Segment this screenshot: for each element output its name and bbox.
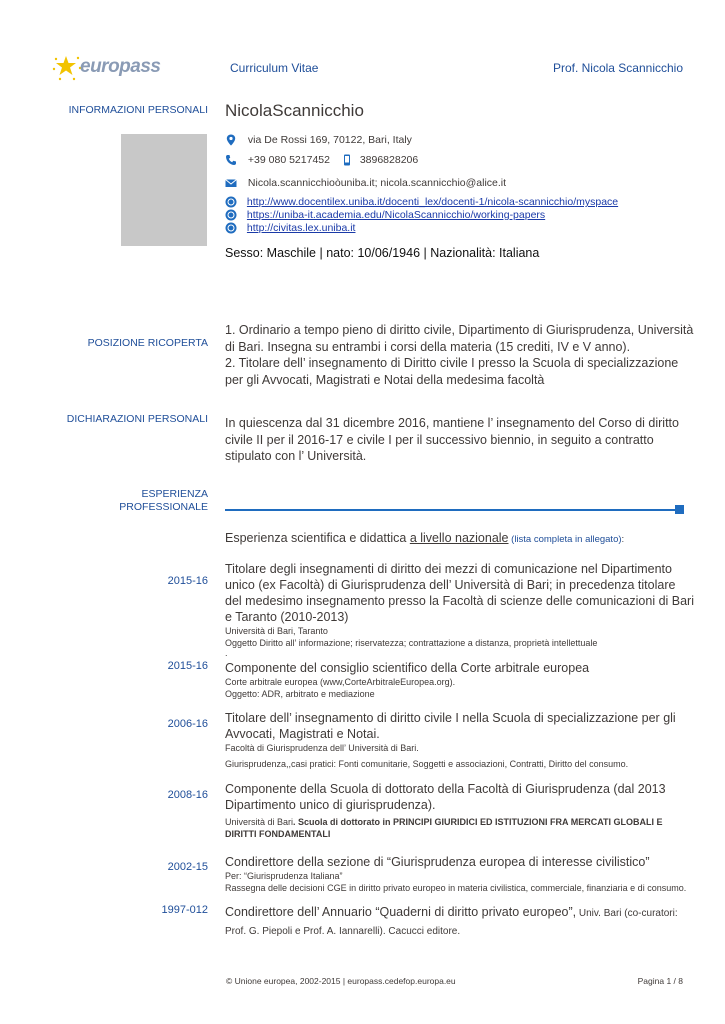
header-person: Prof. Nicola Scannicchio (552, 61, 683, 75)
link-row-3 (225, 222, 618, 235)
section-divider (225, 509, 683, 511)
person-name: NicolaScannicchio (225, 101, 364, 120)
declarations-label: DICHIARAZIONI PERSONALI (66, 413, 208, 425)
link-docentilex[interactable]: http://www.docentilex.uniba.it/docenti_lex/docenti-1/nicola-scannicchio/myspace (246, 196, 619, 208)
exp-item (225, 904, 695, 940)
exp-sub-part: . Scuola di dottorato in (293, 817, 394, 827)
personal-details: Sesso: Maschile | nato: 10/06/1946 | Nazionalità: Italiana (225, 246, 540, 260)
web-icon (225, 222, 237, 234)
experience-intro (225, 531, 695, 545)
email: Nicola.scannicchioòuniba.it; nicola.scannicchio@alice.it (247, 177, 507, 189)
exp-sub: Oggetto: ADR, arbitrato e mediazione (225, 689, 375, 699)
exp-year: 2002-15 (167, 861, 208, 873)
exp-sub: Per: “Giurisprudenza Italiana” (225, 871, 343, 881)
exp-sub: Facoltà di Giurisprudenza dell’ Università di Bari. (225, 743, 419, 753)
email-icon (225, 177, 237, 189)
phone: +39 080 5217452 (247, 154, 330, 166)
doc-title: Curriculum Vitae (230, 61, 319, 75)
mobile: 3896828206 (359, 154, 419, 166)
phone-row (225, 154, 418, 166)
exp-sub-part: Università di Bari (225, 817, 294, 827)
experience-label (119, 488, 208, 514)
exp-year: 2015-16 (167, 660, 208, 672)
exp-title-note: Univ. Bari (co-curatori: Prof. G. Piepoli e Prof. A. Iannarelli). Cacucci editore. (225, 908, 678, 937)
address: via De Rossi 169, 70122, Bari, Italy (247, 134, 412, 146)
exp-year: 2008-16 (167, 789, 208, 801)
link-civitas[interactable]: http://civitas.lex.uniba.it (246, 222, 356, 234)
position-label: POSIZIONE RICOPERTA (87, 337, 208, 349)
exp-title: Componente della Scuola di dottorato della Facoltà di Giurisprudenza (dal 2013 Dipartimento unico di giurisprudenza). (225, 782, 666, 812)
footer-copyright: © Unione europea, 2002-2015 | europass.cedefop.europa.eu (226, 976, 456, 986)
location-pin-icon (225, 134, 237, 146)
position-text (225, 322, 695, 388)
exp-title: Condirettore della sezione di “Giurisprudenza europea di interesse civilistico” (225, 855, 650, 869)
intro-note: (lista completa in allegato) (508, 534, 622, 545)
exp-year: 1997-012 (161, 904, 208, 916)
web-icon (225, 196, 237, 208)
exp-sub: Rassegna delle decisioni CGE in diritto privato europeo in materia civilistica, commerciale, finanziaria e di consumo. (225, 883, 687, 893)
links-block (225, 196, 618, 235)
exp-sub: . (225, 648, 228, 658)
position-text-2: 2. Titolare dell’ insegnamento di Diritto civile I presso la Scuola di specializzazione per gli Avvocati, Magistrati e Notai della medesima facoltà (225, 356, 679, 387)
experience-label-line1: ESPERIENZA (141, 488, 208, 500)
position-text-1: 1. Ordinario a tempo pieno di diritto civile, Dipartimento di Giurisprudenza, Università di Bari. Insegna su entrambi i corsi della materia (15 crediti, IV e V anno). (225, 323, 694, 354)
exp-title: Componente del consiglio scientifico della Corte arbitrale europea (225, 661, 590, 675)
exp-sub: Giurisprudenza,,casi pratici: Fonti comunitarie, Soggetti e associazioni, Contratti, Diritto del consumo. (225, 759, 629, 769)
exp-title: Titolare degli insegnamenti di diritto dei mezzi di comunicazione nel Dipartimento unico (ex Facoltà) di Giurisprudenza dell’ Università di Bari; in precedenza titolare del medesimo insegnamento presso la Facoltà di scienze delle comunicazioni di Bari e Taranto (2010-2013) (225, 562, 694, 624)
web-icon (225, 209, 237, 221)
declarations-text: In quiescenza dal 31 dicembre 2016, mantiene l’ insegnamento del Corso di diritto civile II per il 2016-17 e civile I per il successivo biennio, in seguito a contratto stipulato con l’ Università. (225, 416, 679, 463)
exp-sub: Università di Bari, Taranto (225, 626, 328, 636)
personal-info-label: INFORMAZIONI PERSONALI (68, 104, 208, 116)
exp-item (225, 781, 695, 840)
link-row-1 (225, 196, 618, 209)
europass-logo (52, 54, 161, 84)
exp-sub: Oggetto Diritto all’ informazione; riservatezza; contrattazione a distanza, proprietà intellettuale (225, 638, 598, 648)
address-row (225, 134, 412, 146)
mobile-icon (341, 154, 353, 166)
intro-link: a livello nazionale (409, 531, 509, 545)
exp-item (225, 660, 695, 700)
exp-item (225, 561, 695, 657)
link-academia[interactable]: https://uniba-it.academia.edu/NicolaScannicchio/working-papers (246, 209, 546, 221)
page-number: Pagina 1 / 8 (637, 976, 683, 986)
exp-title (225, 904, 695, 940)
photo-placeholder (121, 134, 207, 246)
intro-prefix: Esperienza scientifica e didattica (225, 531, 410, 545)
exp-year: 2015-16 (167, 575, 208, 587)
exp-title-main: Condirettore dell’ Annuario “Quaderni di diritto privato europeo”, (225, 905, 577, 919)
section-divider-square (675, 505, 684, 514)
email-row (225, 177, 506, 189)
exp-item (225, 854, 695, 894)
intro-colon: : (621, 534, 625, 545)
exp-sub: Corte arbitrale europea (www,CorteArbitraleEuropea.org). (225, 677, 456, 687)
link-row-2 (225, 209, 618, 222)
phone-icon (225, 154, 237, 166)
exp-item (225, 710, 695, 770)
exp-title: Titolare dell’ insegnamento di diritto civile I nella Scuola di specializzazione per gli Avvocati, Magistrati e Notai. (225, 711, 676, 741)
exp-sub-part: PRINCIPI GIURIDICI ED ISTITUZIONI FRA MERCATI GLOBALI E DIRITTI FONDAMENTALI (225, 817, 663, 839)
experience-label-line2: PROFESSIONALE (119, 501, 208, 513)
exp-year: 2006-16 (167, 718, 208, 730)
logo-text: europass (80, 56, 161, 77)
exp-sub (225, 816, 695, 840)
